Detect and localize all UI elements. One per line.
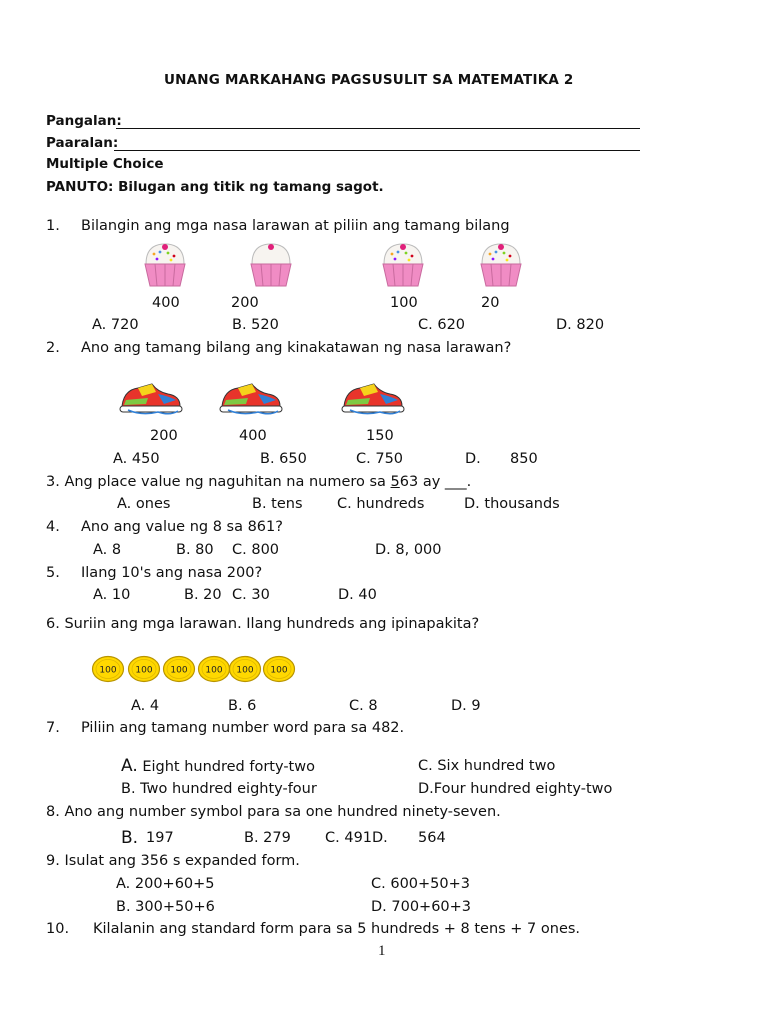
q2-choice-c[interactable]: C. 750 bbox=[356, 451, 404, 467]
q7-choice-c[interactable]: C. Six hundred two bbox=[418, 758, 556, 774]
cupcake-image bbox=[476, 240, 526, 290]
q6-text: 6. Suriin ang mga larawan. Ilang hundreds ang ipinapakita? bbox=[46, 616, 480, 632]
q2-text: Ano ang tamang bilang ang kinakatawan ng nasa larawan? bbox=[81, 340, 512, 356]
coin-label: 100 bbox=[236, 665, 254, 676]
q3-text: 3. Ang place value ng naguhitan na numero sa 563 ay ___. bbox=[46, 474, 472, 490]
q1-text: Bilangin ang mga nasa larawan at piliin ang tamang bilang bbox=[81, 218, 510, 234]
q5-text: Ilang 10's ang nasa 200? bbox=[81, 565, 263, 581]
coin-label: 100 bbox=[205, 665, 223, 676]
school-line bbox=[114, 150, 640, 151]
q1-choice-d[interactable]: D. 820 bbox=[556, 317, 605, 333]
underlined-digit: 5 bbox=[390, 474, 400, 490]
coin-100-icon bbox=[228, 655, 262, 683]
q3-choice-d[interactable]: D. thousands bbox=[464, 496, 560, 512]
coin-100-icon bbox=[197, 655, 231, 683]
q7-choice-d[interactable]: D.Four hundred eighty-two bbox=[418, 781, 613, 797]
q10-text: Kilalanin ang standard form para sa 5 hundreds + 8 tens + 7 ones. bbox=[93, 921, 581, 937]
q10-number: 10. bbox=[46, 921, 70, 937]
cupcake-image bbox=[246, 240, 296, 290]
name-line bbox=[116, 128, 640, 129]
q1-image-value: 200 bbox=[231, 295, 259, 311]
q8-choice-d-value: 564 bbox=[418, 830, 446, 846]
school-label: Paaralan: bbox=[46, 135, 119, 151]
q5-choice-c[interactable]: C. 30 bbox=[232, 587, 270, 603]
q2-image-value: 200 bbox=[150, 428, 178, 444]
q4-choice-d[interactable]: D. 8, 000 bbox=[375, 542, 442, 558]
cupcake-image bbox=[140, 240, 190, 290]
q5-choice-b[interactable]: B. 20 bbox=[184, 587, 222, 603]
coin-label: 100 bbox=[270, 665, 288, 676]
q5-number: 5. bbox=[46, 565, 60, 581]
coin-label: 100 bbox=[170, 665, 188, 676]
q6-choice-a[interactable]: A. 4 bbox=[131, 698, 160, 714]
q2-choice-a[interactable]: A. 450 bbox=[113, 451, 160, 467]
q8-choice-d[interactable]: D. bbox=[372, 830, 388, 846]
coin-100-icon bbox=[162, 655, 196, 683]
q1-number: 1. bbox=[46, 218, 60, 234]
page-title: UNANG MARKAHANG PAGSUSULIT SA MATEMATIKA 2 bbox=[164, 72, 574, 88]
q2-choice-d[interactable]: D. bbox=[465, 451, 481, 467]
page-number: 1 bbox=[378, 943, 386, 959]
sneaker-image bbox=[340, 380, 406, 418]
sneaker-image bbox=[218, 380, 284, 418]
q1-choice-c[interactable]: C. 620 bbox=[418, 317, 466, 333]
q8-choice-b-letter: B. bbox=[121, 828, 139, 848]
q4-choice-a[interactable]: A. 8 bbox=[93, 542, 122, 558]
q9-text: 9. Isulat ang 356 s expanded form. bbox=[46, 853, 300, 869]
q8-choice-b[interactable]: B. 279 bbox=[244, 830, 291, 846]
q9-choice-c[interactable]: C. 600+50+3 bbox=[371, 876, 470, 892]
q6-choice-d[interactable]: D. 9 bbox=[451, 698, 481, 714]
q1-choice-b[interactable]: B. 520 bbox=[232, 317, 279, 333]
q2-image-value: 150 bbox=[366, 428, 394, 444]
coin-label: 100 bbox=[99, 665, 117, 676]
instruction: PANUTO: Bilugan ang titik ng tamang sagot. bbox=[46, 179, 384, 195]
q6-choice-b[interactable]: B. 6 bbox=[228, 698, 257, 714]
sneaker-image bbox=[118, 380, 184, 418]
q4-choice-c[interactable]: C. 800 bbox=[232, 542, 280, 558]
q2-choice-d-value: 850 bbox=[510, 451, 538, 467]
q1-image-value: 100 bbox=[390, 295, 418, 311]
q2-number: 2. bbox=[46, 340, 60, 356]
q8-text: 8. Ano ang number symbol para sa one hundred ninety-seven. bbox=[46, 804, 501, 820]
q2-choice-b[interactable]: B. 650 bbox=[260, 451, 307, 467]
section-label: Multiple Choice bbox=[46, 156, 164, 172]
q2-image-value: 400 bbox=[239, 428, 267, 444]
q1-image-value: 20 bbox=[481, 295, 500, 311]
q1-image-value: 400 bbox=[152, 295, 180, 311]
coin-100-icon bbox=[91, 655, 125, 683]
q4-choice-b[interactable]: B. 80 bbox=[176, 542, 214, 558]
q5-choice-d[interactable]: D. 40 bbox=[338, 587, 377, 603]
q3-choice-a[interactable]: A. ones bbox=[117, 496, 171, 512]
q4-text: Ano ang value ng 8 sa 861? bbox=[81, 519, 283, 535]
coin-100-icon bbox=[262, 655, 296, 683]
q5-choice-a[interactable]: A. 10 bbox=[93, 587, 131, 603]
q9-choice-d[interactable]: D. 700+60+3 bbox=[371, 899, 472, 915]
q7-text: Piliin ang tamang number word para sa 482. bbox=[81, 720, 405, 736]
q7-choice-a[interactable]: A. Eight hundred forty-two bbox=[121, 756, 315, 776]
q9-choice-a[interactable]: A. 200+60+5 bbox=[116, 876, 215, 892]
coin-100-icon bbox=[127, 655, 161, 683]
q4-number: 4. bbox=[46, 519, 60, 535]
q9-choice-b[interactable]: B. 300+50+6 bbox=[116, 899, 215, 915]
coin-label: 100 bbox=[135, 665, 153, 676]
q7-choice-b[interactable]: B. Two hundred eighty-four bbox=[121, 781, 317, 797]
q8-choice-a[interactable]: 197 bbox=[146, 830, 174, 846]
q3-choice-b[interactable]: B. tens bbox=[252, 496, 303, 512]
cupcake-image bbox=[378, 240, 428, 290]
q7-number: 7. bbox=[46, 720, 60, 736]
q3-choice-c[interactable]: C. hundreds bbox=[337, 496, 425, 512]
name-label: Pangalan: bbox=[46, 113, 122, 129]
q1-choice-a[interactable]: A. 720 bbox=[92, 317, 139, 333]
q8-choice-c[interactable]: C. 491 bbox=[325, 830, 373, 846]
q6-choice-c[interactable]: C. 8 bbox=[349, 698, 378, 714]
